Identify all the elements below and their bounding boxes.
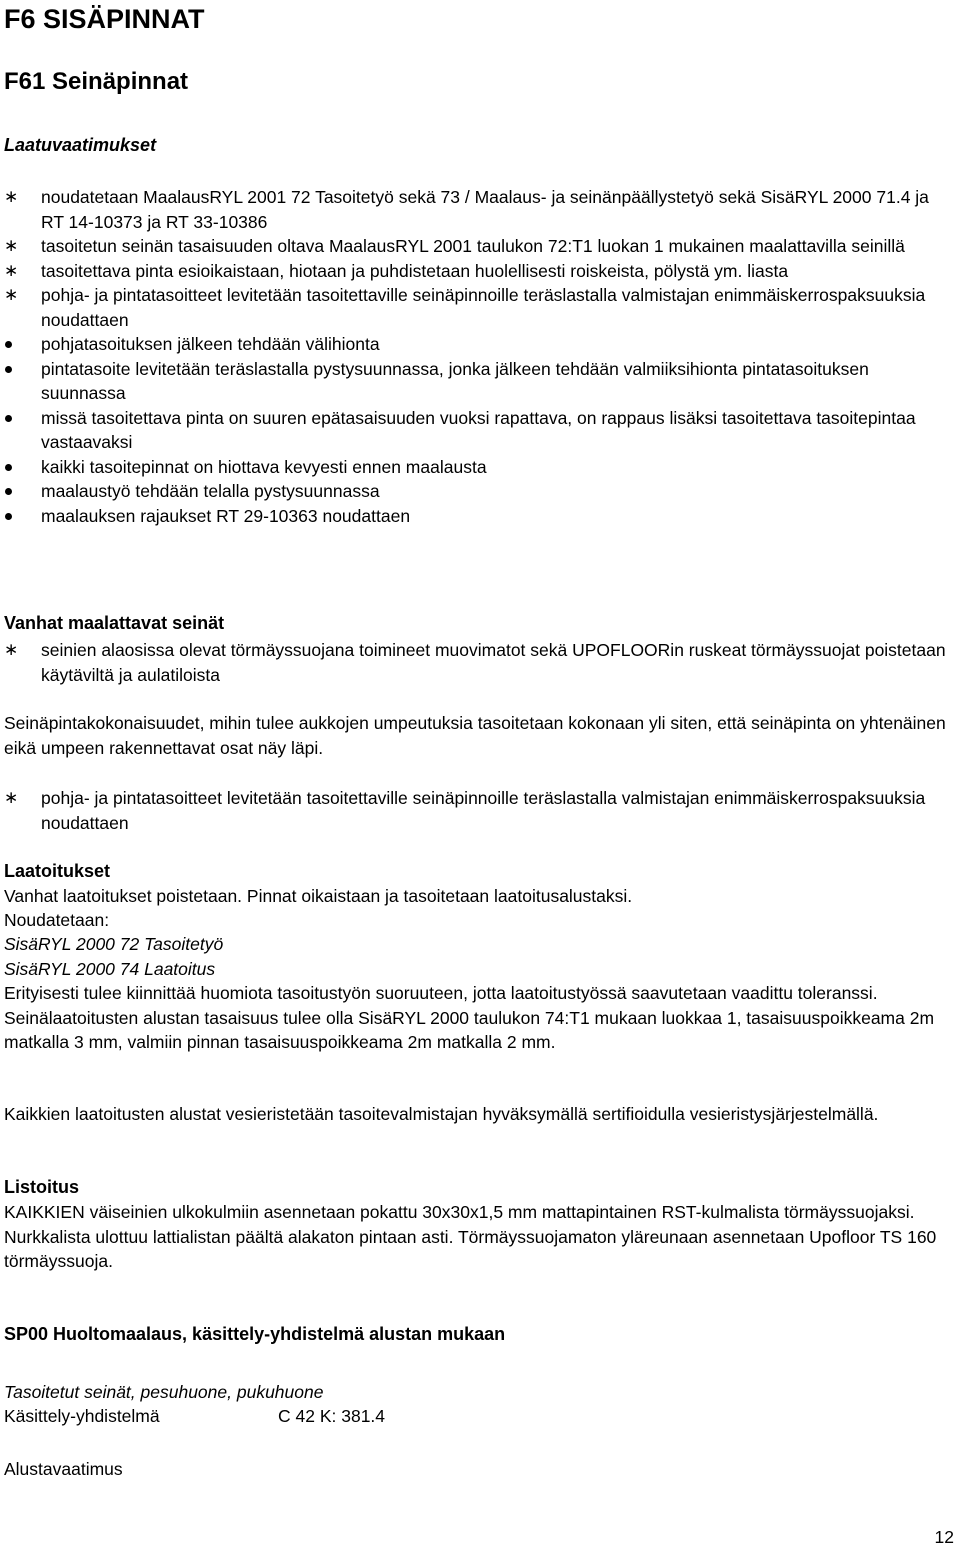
page-number: 12 — [934, 1527, 954, 1547]
old-walls-list-2 — [4, 786, 956, 835]
list-item-text: maalaustyö tehdään telalla pystysuunnassa — [41, 481, 380, 501]
list-item-text: pohjatasoituksen jälkeen tehdään välihionta — [41, 334, 380, 354]
list-item-text: noudatetaan MaalausRYL 2001 72 Tasoitetyö sekä 73 / Maalaus- ja seinänpäällystetyö sekä SisäRYL 2000 71.4 ja RT 14-10373 ja RT 33-10386 — [41, 187, 929, 232]
tiling-heading: Laatoitukset — [4, 861, 111, 881]
list-item-text: pohja- ja pintatasoitteet levitetään tasoitettaville seinäpinnoille teräslastalla valmistajan enimmäiskerrospaksuuksia noudattaen — [41, 285, 926, 330]
page-title: F6 SISÄPINNAT — [4, 4, 205, 34]
list-item — [4, 332, 956, 357]
tiling-reference-1: SisäRYL 2000 72 Tasoitetyö — [4, 934, 224, 954]
list-item — [4, 283, 956, 332]
dot-bullet-icon — [5, 488, 12, 495]
tiling-reference-2: SisäRYL 2000 74 Laatoitus — [4, 959, 216, 979]
tiling-line-2: Noudatetaan: — [4, 910, 110, 930]
sp00-heading: SP00 Huoltomaalaus, käsittely-yhdistelmä alustan mukaan — [4, 1324, 506, 1344]
treatment-value: C 42 K: 381.4 — [278, 1406, 386, 1426]
dot-bullet-icon — [5, 366, 12, 373]
quality-list — [4, 185, 956, 528]
asterisk-bullet-icon: ∗ — [4, 187, 19, 206]
list-item-text: tasoitettava pinta esioikaistaan, hiotaan ja puhdistetaan huolellisesti roiskeista, pölystä ym. liasta — [41, 260, 789, 281]
asterisk-bullet-icon: ∗ — [4, 788, 19, 807]
list-item — [4, 406, 956, 455]
list-item — [4, 455, 956, 480]
tiling-paragraph-1: Erityisesti tulee kiinnittää huomiota tasoitustyön suoruuteen, jotta laatoitustyössä saavutetaan vaadittu toleranssi. Seinälaatoitusten alustan tasaisuus tulee olla SisäRYL 2000 taulukon 74:T1 mukaan luokkaa 1, tasaisuuspoikkeama 2m matkalla 3 mm, valmiin pinnan tasaisuuspoikkeama 2m matkalla 2 mm. — [4, 983, 935, 1052]
old-walls-heading: Vanhat maalattavat seinät — [4, 613, 225, 633]
list-item-text: maalauksen rajaukset RT 29-10363 noudattaen — [41, 505, 411, 526]
list-item-text: kaikki tasoitepinnat on hiottava kevyesti ennen maalausta — [41, 456, 487, 477]
asterisk-bullet-icon: ∗ — [4, 236, 19, 255]
treatment-label: Käsittely-yhdistelmä — [4, 1406, 160, 1426]
tiling-paragraph-2: Kaikkien laatoitusten alustat vesieristetään tasoitevalmistajan hyväksymällä sertifioidulla vesieristysjärjestelmällä. — [4, 1104, 879, 1124]
list-item — [4, 479, 956, 504]
list-item — [4, 259, 956, 284]
treatment-row — [4, 1404, 956, 1429]
base-requirement: Alustavaatimus — [4, 1459, 123, 1479]
list-item — [4, 185, 956, 234]
list-item — [4, 504, 956, 529]
section-title: F61 Seinäpinnat — [4, 68, 189, 95]
dot-bullet-icon — [5, 341, 12, 348]
old-walls-list — [4, 638, 956, 687]
list-item-text: pohja- ja pintatasoitteet levitetään tasoitettaville seinäpinnoille teräslastalla valmistajan enimmäiskerrospaksuuksia noudattaen — [41, 788, 926, 833]
dot-bullet-icon — [5, 464, 12, 471]
list-item — [4, 638, 956, 687]
old-walls-paragraph: Seinäpintakokonaisuudet, mihin tulee aukkojen umpeutuksia tasoitetaan kokonaan yli siten, että seinäpinta on yhtenäinen eikä umpeen rakennettavat osat näy läpi. — [4, 713, 946, 758]
list-item-text: pintatasoite levitetään teräslastalla pystysuunnassa, jonka jälkeen tehdään valmiiksihionta pintatasoituksen suunnassa — [41, 358, 869, 403]
asterisk-bullet-icon: ∗ — [4, 640, 19, 659]
list-item — [4, 357, 956, 406]
tiling-line-1: Vanhat laatoitukset poistetaan. Pinnat oikaistaan ja tasoitetaan laatoitusalustaksi. — [4, 886, 633, 906]
asterisk-bullet-icon: ∗ — [4, 260, 19, 280]
trim-paragraph: KAIKKIEN väiseinien ulkokulmiin asennetaan pokattu 30x30x1,5 mm mattapintainen RST-kulmalista törmäyssuojaksi. Nurkkalista ulottuu lattialistan päältä alakaton pintaan asti. Törmäyssuojamaton yläreunaan asennetaan Upofloor TS 160 törmäyssuoja. — [4, 1202, 937, 1271]
list-item-text: tasoitetun seinän tasaisuuden oltava MaalausRYL 2001 taulukon 72:T1 luokan 1 mukainen maalattavilla seinillä — [41, 236, 905, 256]
trim-heading: Listoitus — [4, 1177, 79, 1197]
list-item-text: seinien alaosissa olevat törmäyssuojana toimineet muovimatot sekä UPOFLOORin ruskeat törmäyssuojat poistetaan käytäviltä ja aulatiloista — [41, 640, 946, 685]
list-item — [4, 234, 956, 259]
asterisk-bullet-icon: ∗ — [4, 285, 19, 304]
sp00-subheading: Tasoitetut seinät, pesuhuone, pukuhuone — [4, 1382, 324, 1402]
dot-bullet-icon — [5, 415, 12, 422]
quality-heading: Laatuvaatimukset — [4, 135, 157, 155]
dot-bullet-icon — [5, 513, 12, 520]
list-item-text: missä tasoitettava pinta on suuren epätasaisuuden vuoksi rapattava, on rappaus lisäksi tasoitettava tasoitepintaa vastaavaksi — [41, 407, 916, 452]
list-item — [4, 786, 956, 835]
